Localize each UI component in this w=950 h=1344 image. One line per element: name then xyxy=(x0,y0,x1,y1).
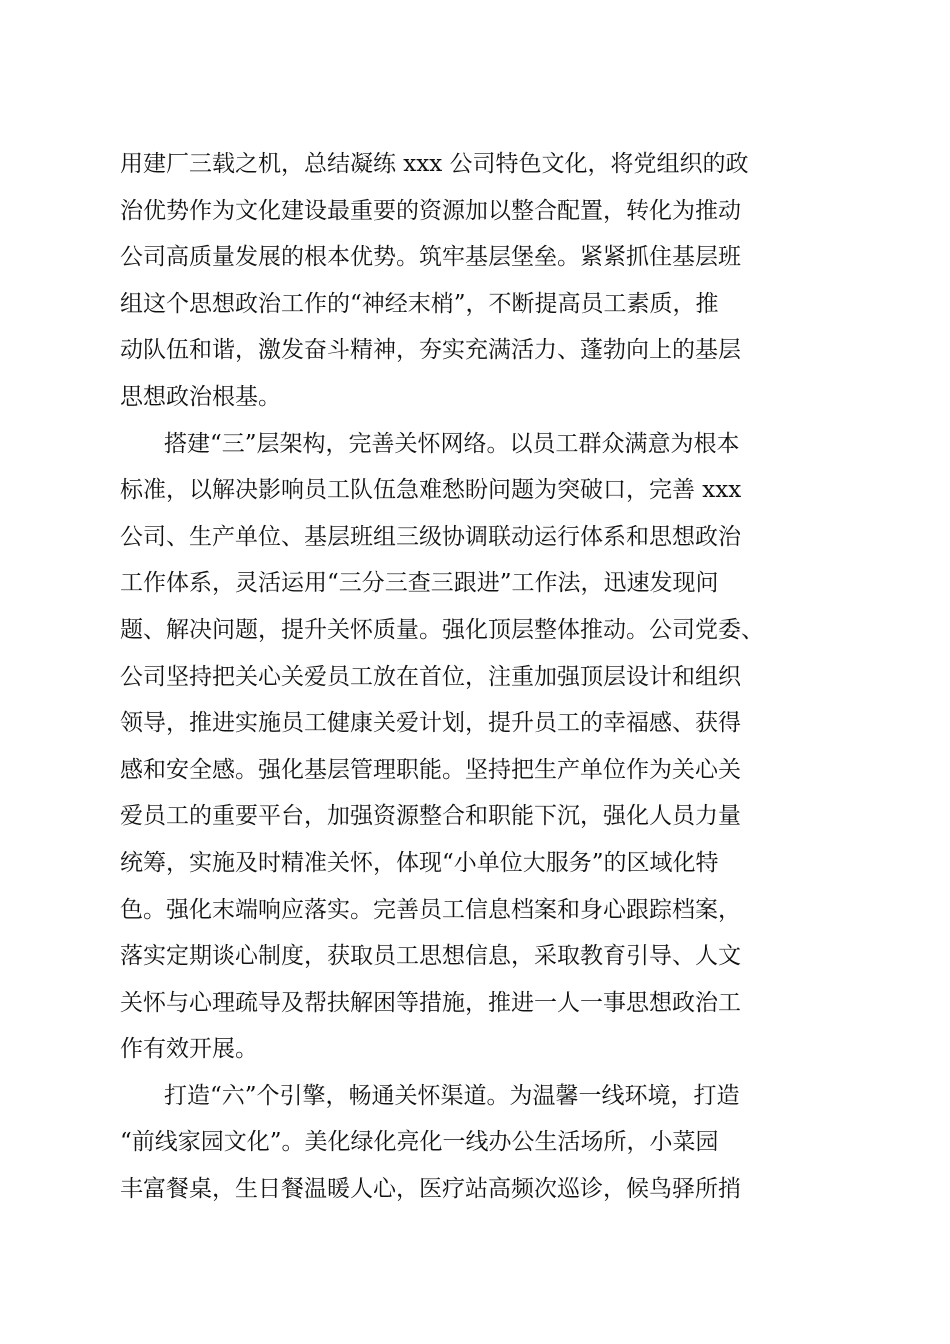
text-line: 作有效开展。 xyxy=(120,1036,258,1063)
text-line: 题、解决问题，提升关怀质量。强化顶层整体推动。公司党委、 xyxy=(120,616,764,643)
text-line: 领导，推进实施员工健康关爱计划，提升员工的幸福感、获得 xyxy=(120,710,741,737)
document-body xyxy=(120,141,840,1213)
paragraph-2 xyxy=(120,421,840,1073)
text-line: 动队伍和谐，激发奋斗精神，夯实充满活力、蓬勃向上的基层 xyxy=(120,337,741,364)
text-line: 公司坚持把关心关爱员工放在首位，注重加强顶层设计和组织 xyxy=(120,663,741,690)
text-line: 关怀与心理疏导及帮扶解困等措施，推进一人一事思想政治工 xyxy=(120,989,741,1016)
text-line: “前线家园文化”。美化绿化亮化一线办公生活场所，小菜园 xyxy=(120,1129,719,1156)
text-line: 打造“六”个引擎，畅通关怀渠道。为温馨一线环境，打造 xyxy=(164,1082,740,1109)
text-line: 色。强化末端响应落实。完善员工信息档案和身心跟踪档案， xyxy=(120,896,741,923)
text-line: 公司、生产单位、基层班组三级协调联动运行体系和思想政治 xyxy=(120,523,741,550)
text-line: 组这个思想政治工作的“神经末梢”，不断提高员工素质，推 xyxy=(120,290,719,317)
text-line: 丰富餐桌，生日餐温暖人心，医疗站高频次巡诊，候鸟驿所捎 xyxy=(120,1176,741,1203)
text-line: 落实定期谈心制度，获取员工思想信息，采取教育引导、人文 xyxy=(120,943,741,970)
text-line: 公司高质量发展的根本优势。筑牢基层堡垒。紧紧抓住基层班 xyxy=(120,244,741,271)
text-line: 统筹，实施及时精准关怀，体现“小单位大服务”的区域化特 xyxy=(120,849,719,876)
paragraph-1 xyxy=(120,141,840,421)
text-line: 思想政治根基。 xyxy=(120,383,281,410)
text-line: 工作体系，灵活运用“三分三查三跟进”工作法，迅速发现问 xyxy=(120,570,719,597)
text-line: 用建厂三载之机，总结凝练 xxx 公司特色文化，将党组织的政 xyxy=(120,151,749,177)
text-line: 治优势作为文化建设最重要的资源加以整合配置，转化为推动 xyxy=(120,197,741,224)
text-line: 爱员工的重要平台，加强资源整合和职能下沉，强化人员力量 xyxy=(120,803,741,830)
text-line: 标准，以解决影响员工队伍急难愁盼问题为突破口，完善 xxx xyxy=(120,477,742,504)
paragraph-3 xyxy=(120,1073,840,1213)
text-line: 感和安全感。强化基层管理职能。坚持把生产单位作为关心关 xyxy=(120,756,741,783)
text-line: 搭建“三”层架构，完善关怀网络。以员工群众满意为根本 xyxy=(164,430,740,457)
